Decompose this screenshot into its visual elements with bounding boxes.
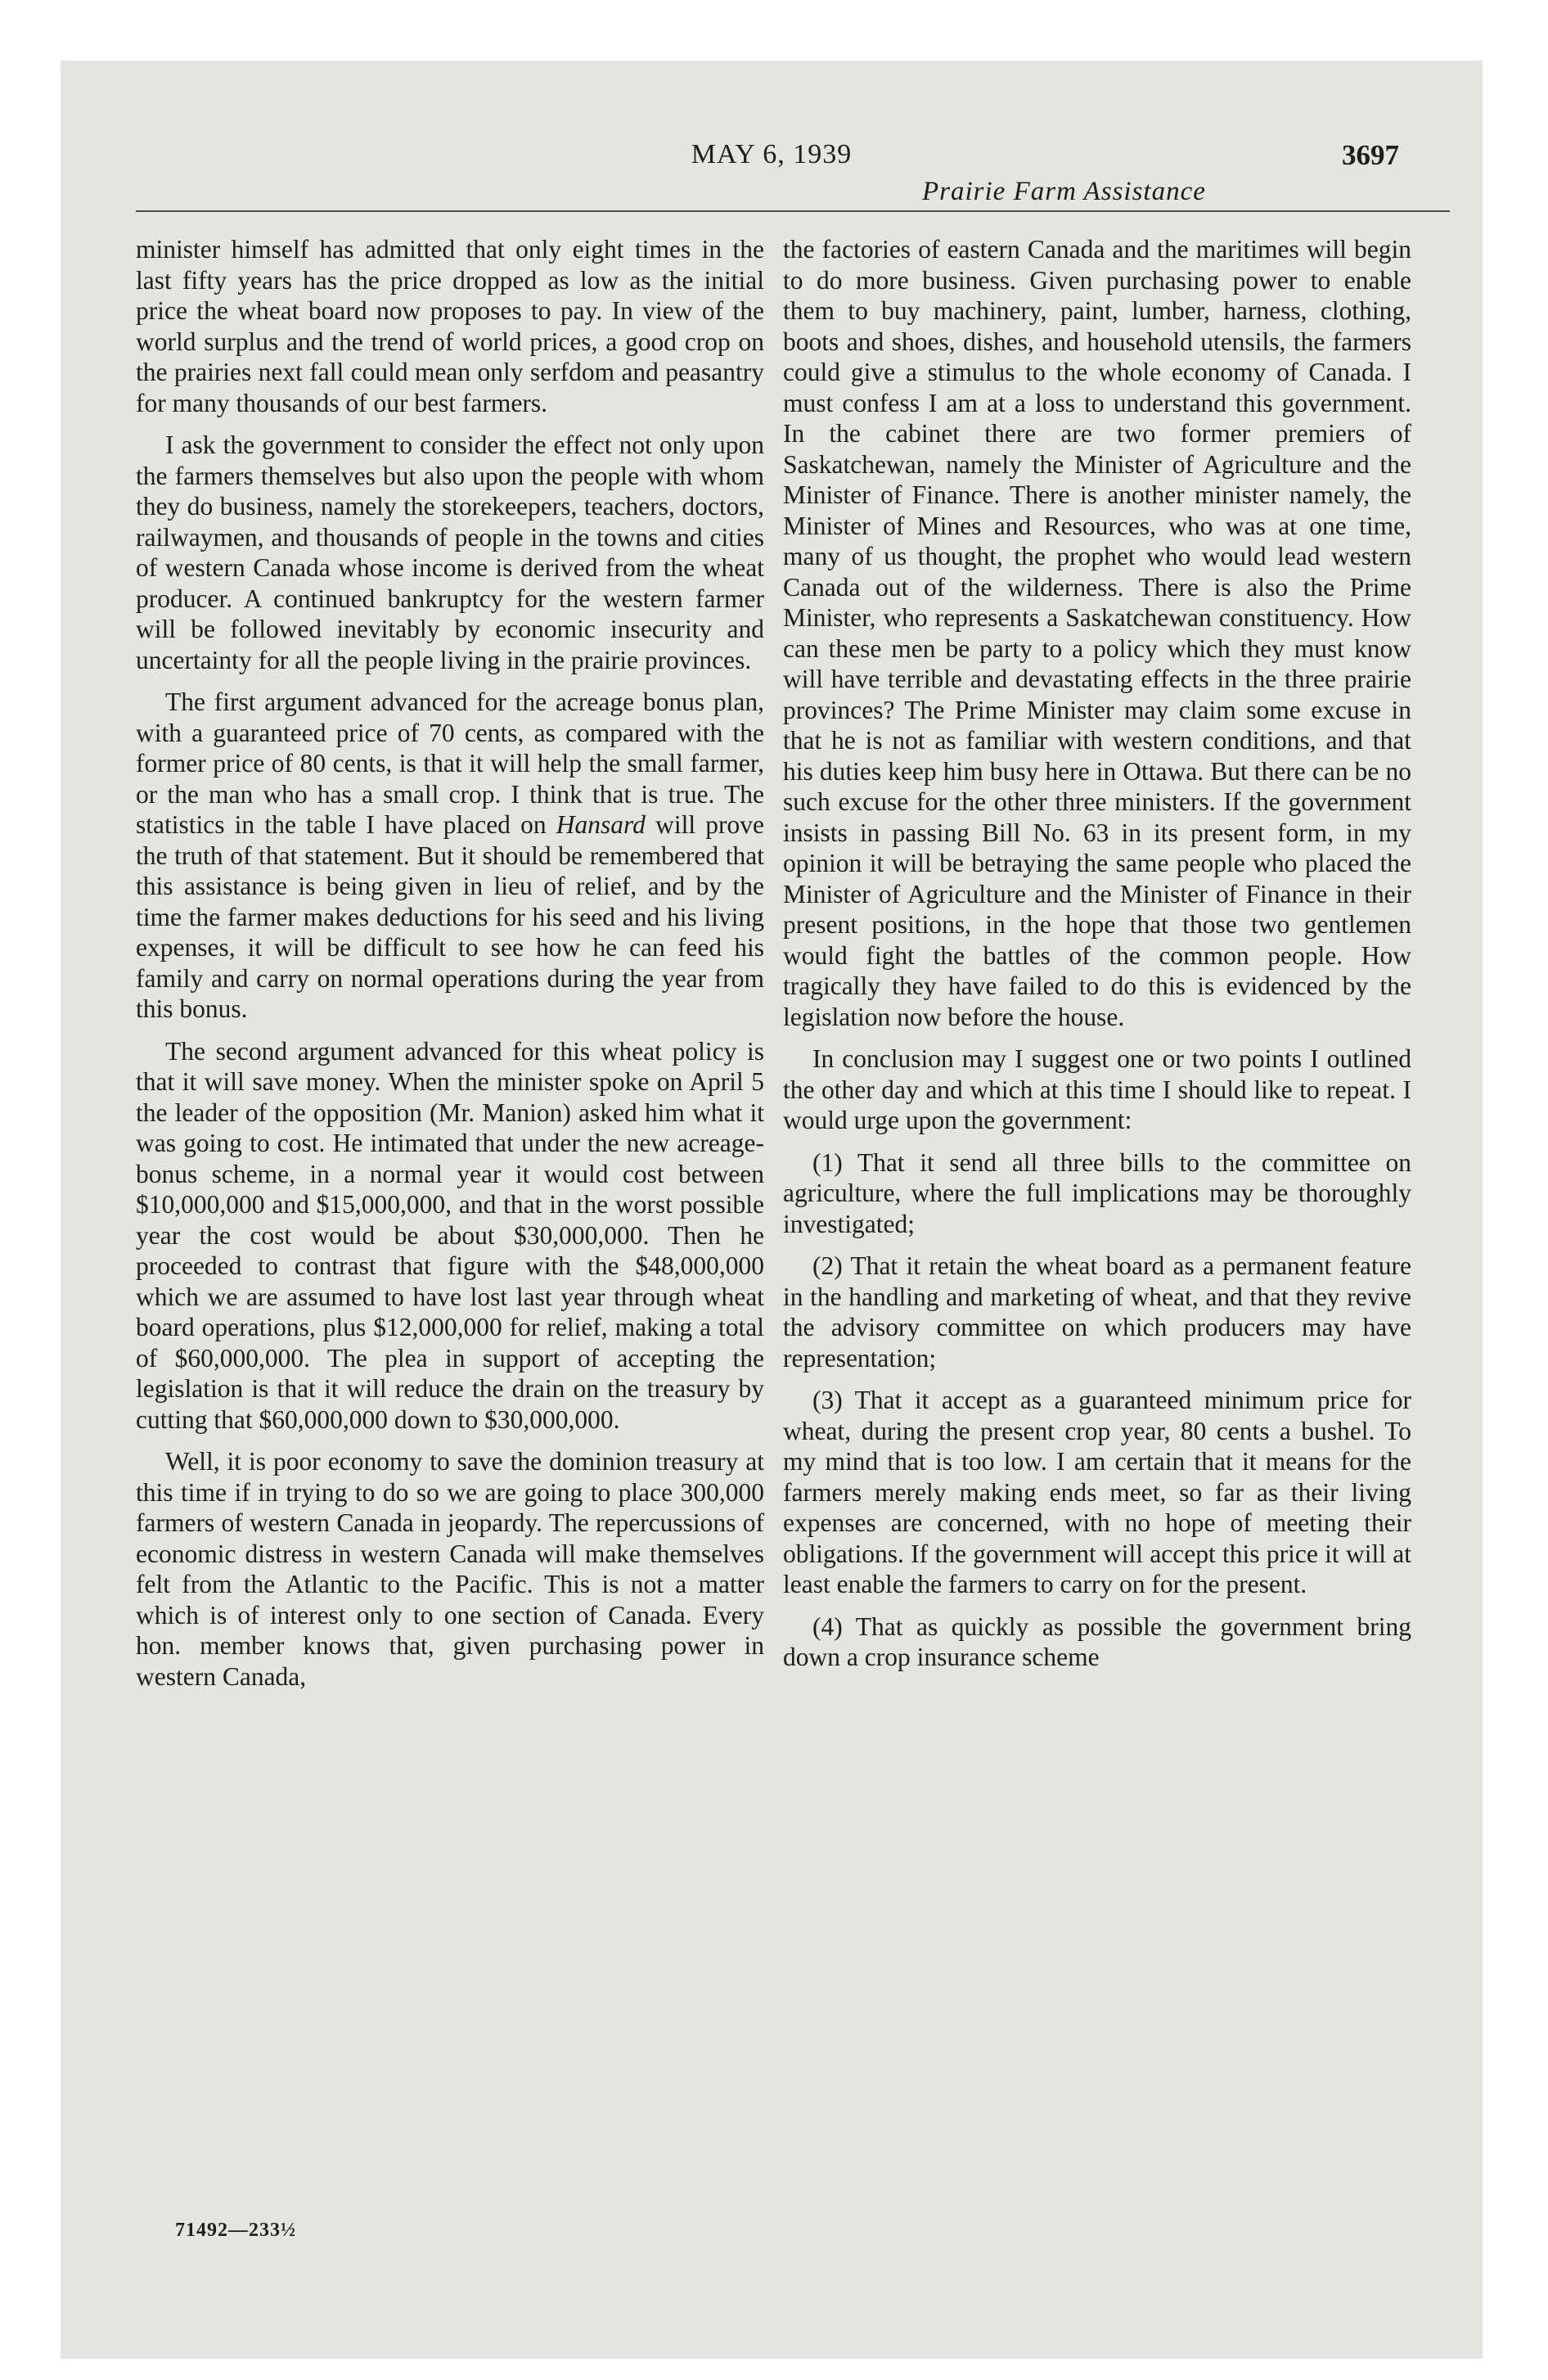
paragraph: (3) That it accept as a guaranteed minimum price for wheat, during the present crop year, 80 cents a bushel. To my mind that is too low. I am certain that it means for the farmers merely making ends meet, so far as their living expenses are concerned, with no hope of meeting their obligations. If the government will accept this price it will at least enable the farmers to carry on for the present. [783,1386,1411,1598]
paragraph-text: The first argument advanced for the acreage bonus plan, with a guaranteed price of 70 cents, as compared with the former price of 80 cents, is that it will help the small farmer, or the man who has a small crop. I think that is true. The statistics in the table I have placed on [136,687,764,839]
paragraph: Well, it is poor economy to save the dominion treasury at this time if in trying to do so we are going to place 300,000 farmers of western Canada in jeopardy. The repercussions of economic distress in western Canada will make themselves felt from the Atlantic to the Pacific. This is not a matter which is of interest only to one section of Canada. Every hon. member knows that, given purchasing power in western Canada, [136,1447,764,1691]
paragraph: I ask the government to consider the effect not only upon the farmers themselves but also upon the people with whom they do business, namely the storekeepers, teachers, doctors, railwaymen, and thousands of people in the towns and cities of western Canada whose income is derived from the wheat producer. A continued bankruptcy for the western farmer will be followed inevitably by economic insecurity and uncertainty for all the people living in the prairie provinces. [136,430,764,674]
paragraph: The second argument advanced for this wheat policy is that it will save money. When the minister spoke on April 5 the leader of the opposition (Mr. Manion) asked him what it was going to cost. He intimated that under the new acreage-bonus scheme, in a normal year it would cost between $10,000,000 and $15,000,000, and that in the worst possible year the cost would be about $30,000,000. Then he proceeded to contrast that figure with the $48,000,000 which we are assumed to have lost last year through wheat board operations, plus $12,000,000 for relief, making a total of $60,000,000. The plea in support of accepting the legislation is that it will reduce the drain on the treasury by cutting that $60,000,000 down to $30,000,000. [136,1036,764,1434]
paragraph: the factories of eastern Canada and the maritimes will begin to do more business. Given purchasing power to enable them to buy machinery, paint, lumber, harness, clothing, boots and shoes, dishes, and household utensils, the farmers could give a stimulus to the whole economy of Canada. I must confess I am at a loss to understand this government. In the cabinet there are two former premiers of Saskatchewan, namely the Minister of Agriculture and the Minister of Finance. There is another minister namely, the Minister of Mines and Resources, who was at one time, many of us thought, the prophet who would lead western Canada out of the wilderness. There is also the Prime Minister, who represents a Saskatchewan constituency. How can these men be party to a policy which they must know will have terrible and devastating effects in the three prairie provinces? The Prime Minister may claim some excuse in that he is not as familiar with western conditions, and that his duties keep him busy here in Ottawa. But there can be no such excuse for the other three ministers. If the government insists in passing Bill No. 63 in its present form, in my opinion it will be betraying the same people who placed the Minister of Agriculture and the Minister of Finance in their present positions, in the hope that those two gentlemen would fight the battles of the common people. How tragically they have failed to do this is evidenced by the legislation now before the house. [783,235,1411,1031]
paragraph [136,687,764,1025]
header-rule [136,210,1450,212]
page-number: 3697 [1342,139,1399,171]
italic-term: Hansard [556,810,646,839]
paragraph: In conclusion may I suggest one or two points I outlined the other day and which at this time I should like to repeat. I would urge upon the government: [783,1044,1411,1134]
right-column [783,234,1411,1684]
print-code: 71492—233½ [175,2220,296,2241]
paragraph: (4) That as quickly as possible the government bring down a crop insurance scheme [783,1611,1411,1671]
document-page [61,61,1483,2359]
header-date: MAY 6, 1939 [691,139,853,169]
left-column [136,234,764,1703]
page-header [61,139,1483,205]
paragraph: minister himself has admitted that only eight times in the last fifty years has the price dropped as low as the initial price the wheat board now proposes to pay. In view of the world surplus and the trend of world prices, a good crop on the prairies next fall could mean only serfdom and peasantry for many thousands of our best farmers. [136,235,764,417]
paragraph-text: will prove the truth of that statement. But it should be remembered that this assistance is being given in lieu of relief, and by the time the farmer makes deductions for his seed and his living expenses, it will be difficult to see how he can feed his family and carry on normal operations during the year from this bonus. [136,810,764,1023]
running-title: Prairie Farm Assistance [922,177,1206,206]
paragraph: (1) That it send all three bills to the committee on agriculture, where the full implications may be thoroughly investigated; [783,1147,1411,1238]
paragraph: (2) That it retain the wheat board as a permanent feature in the handling and marketing of wheat, and that they revive the advisory committee on which producers may have representation; [783,1251,1411,1373]
